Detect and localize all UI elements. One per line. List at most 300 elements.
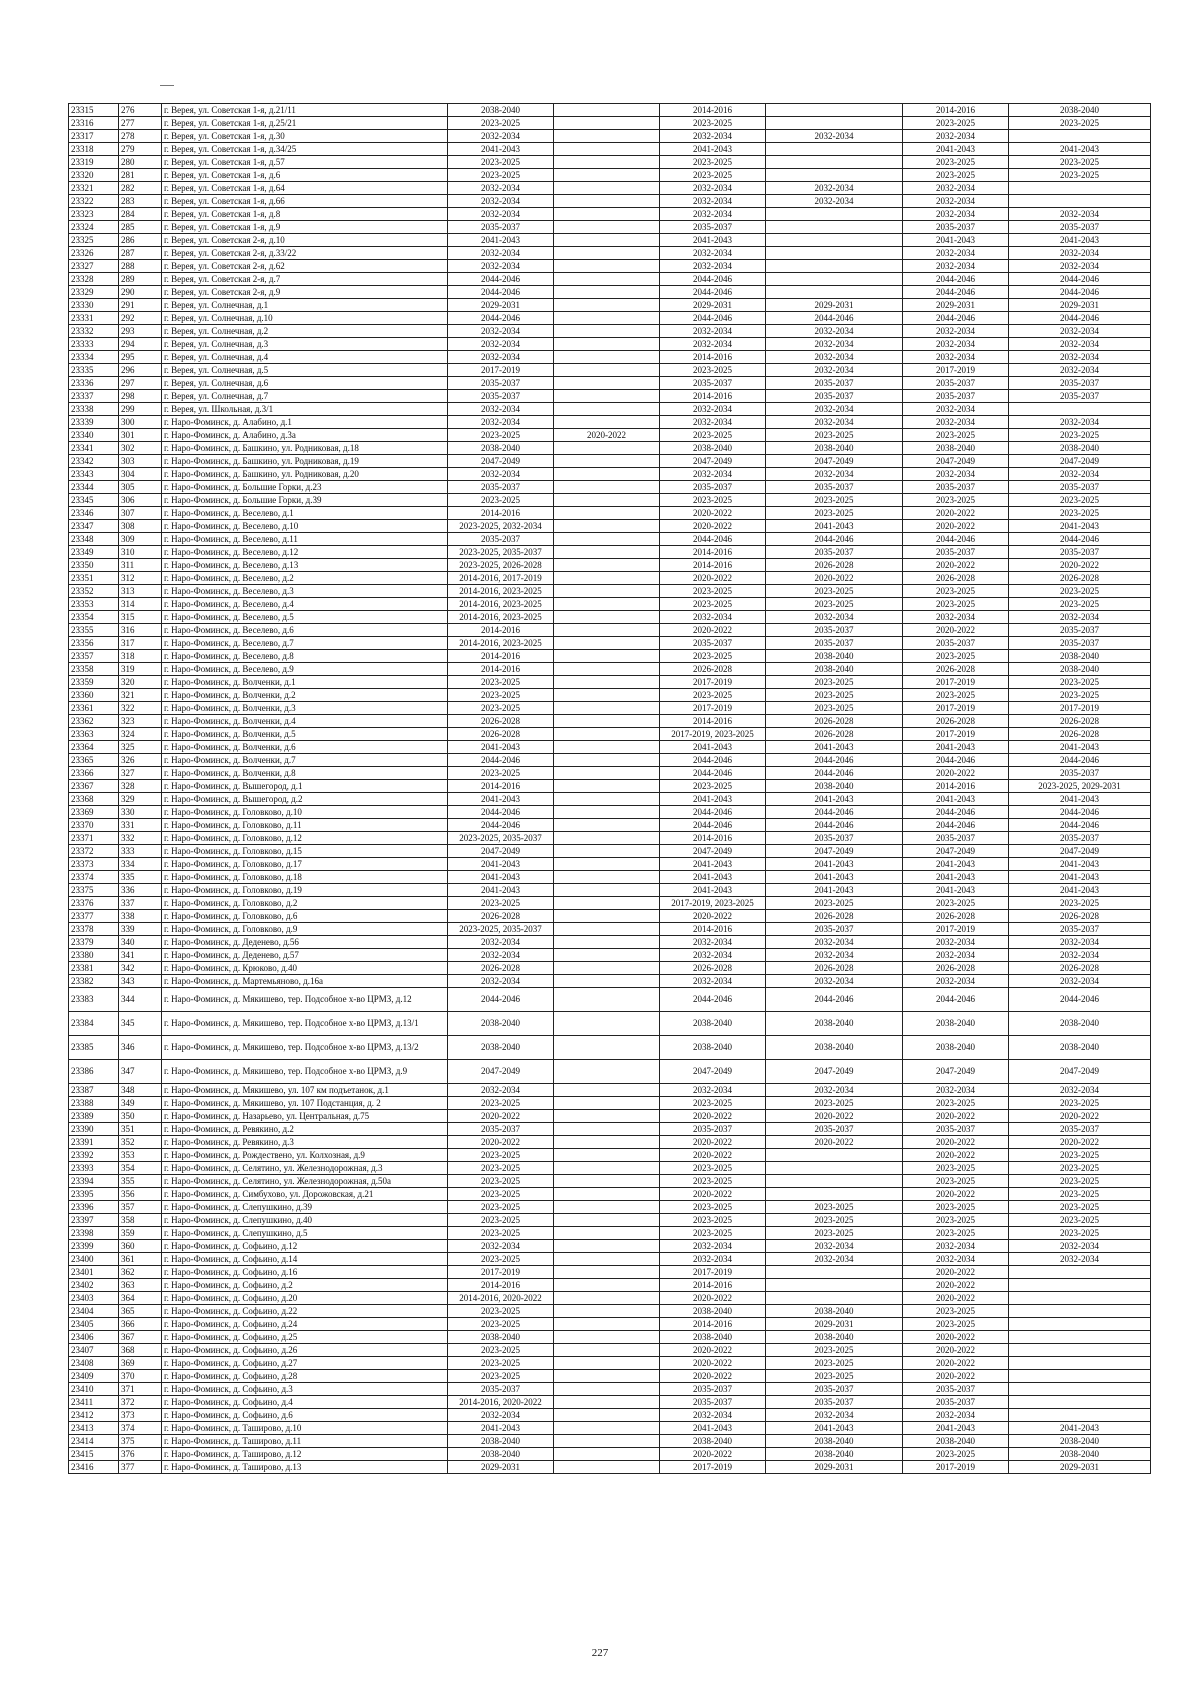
period-cell-1: 2014-2016 <box>448 624 554 637</box>
period-cell-4: 2041-2043 <box>766 741 903 754</box>
period-cell-2 <box>554 338 660 351</box>
period-cell-6: 2044-2046 <box>1009 312 1151 325</box>
row-index-cell: 306 <box>119 494 162 507</box>
period-cell-4: 2035-2037 <box>766 481 903 494</box>
period-cell-5: 2032-2034 <box>903 260 1009 273</box>
period-cell-6: 2041-2043 <box>1009 871 1151 884</box>
period-cell-4: 2035-2037 <box>766 1396 903 1409</box>
period-cell-5: 2044-2046 <box>903 273 1009 286</box>
row-id-cell: 23363 <box>69 728 119 741</box>
period-cell-6: 2047-2049 <box>1009 455 1151 468</box>
period-cell-3: 2020-2022 <box>660 1370 766 1383</box>
row-id-cell: 23322 <box>69 195 119 208</box>
period-cell-3: 2020-2022 <box>660 910 766 923</box>
row-id-cell: 23361 <box>69 702 119 715</box>
period-cell-4: 2023-2025 <box>766 1357 903 1370</box>
period-cell-6: 2023-2025 <box>1009 507 1151 520</box>
period-cell-1: 2023-2025 <box>448 702 554 715</box>
period-cell-4: 2047-2049 <box>766 1060 903 1084</box>
period-cell-1: 2023-2025 <box>448 1370 554 1383</box>
period-cell-3: 2014-2016 <box>660 390 766 403</box>
period-cell-3: 2023-2025 <box>660 1097 766 1110</box>
period-cell-4: 2032-2034 <box>766 182 903 195</box>
period-cell-1: 2035-2037 <box>448 390 554 403</box>
row-index-cell: 355 <box>119 1175 162 1188</box>
table-row <box>69 637 1151 650</box>
row-id-cell: 23400 <box>69 1253 119 1266</box>
address-cell: г. Наро-Фоминск, д. Башкино, ул. Родниковая, д.18 <box>162 442 448 455</box>
period-cell-1: 2035-2037 <box>448 221 554 234</box>
period-cell-5: 2035-2037 <box>903 1396 1009 1409</box>
row-index-cell: 372 <box>119 1396 162 1409</box>
period-cell-6: 2038-2040 <box>1009 442 1151 455</box>
row-id-cell: 23416 <box>69 1461 119 1474</box>
row-index-cell: 351 <box>119 1123 162 1136</box>
period-cell-3: 2044-2046 <box>660 754 766 767</box>
period-cell-2 <box>554 832 660 845</box>
period-cell-5: 2014-2016 <box>903 104 1009 117</box>
table-row <box>69 1318 1151 1331</box>
period-cell-2 <box>554 299 660 312</box>
row-id-cell: 23338 <box>69 403 119 416</box>
period-cell-3: 2038-2040 <box>660 442 766 455</box>
address-cell: г. Наро-Фоминск, д. Мякишево, тер. Подсобное х-во ЦРМЗ, д.12 <box>162 988 448 1012</box>
row-index-cell: 375 <box>119 1435 162 1448</box>
period-cell-1: 2023-2025 <box>448 767 554 780</box>
period-cell-2 <box>554 533 660 546</box>
period-cell-2 <box>554 559 660 572</box>
period-cell-3: 2023-2025 <box>660 1175 766 1188</box>
address-cell: г. Наро-Фоминск, д. Таширово, д.11 <box>162 1435 448 1448</box>
period-cell-4: 2044-2046 <box>766 767 903 780</box>
period-cell-5: 2041-2043 <box>903 143 1009 156</box>
period-cell-1: 2023-2025, 2035-2037 <box>448 832 554 845</box>
period-cell-3: 2023-2025 <box>660 364 766 377</box>
period-cell-1: 2023-2025 <box>448 429 554 442</box>
table-row <box>69 910 1151 923</box>
period-cell-3: 2035-2037 <box>660 1383 766 1396</box>
period-cell-4: 2023-2025 <box>766 1227 903 1240</box>
period-cell-5: 2032-2034 <box>903 1240 1009 1253</box>
period-cell-6: 2032-2034 <box>1009 351 1151 364</box>
row-id-cell: 23343 <box>69 468 119 481</box>
period-cell-3: 2032-2034 <box>660 403 766 416</box>
period-cell-3: 2014-2016 <box>660 546 766 559</box>
period-cell-6: 2026-2028 <box>1009 715 1151 728</box>
address-cell: г. Наро-Фоминск, д. Веселево, д.3 <box>162 585 448 598</box>
period-cell-6: 2038-2040 <box>1009 650 1151 663</box>
row-id-cell: 23328 <box>69 273 119 286</box>
table-row <box>69 156 1151 169</box>
address-cell: г. Наро-Фоминск, д. Мякишево, ул. 107 км подъетанок, д.1 <box>162 1084 448 1097</box>
row-index-cell: 349 <box>119 1097 162 1110</box>
period-cell-4: 2044-2046 <box>766 806 903 819</box>
period-cell-1: 2041-2043 <box>448 871 554 884</box>
period-cell-6: 2026-2028 <box>1009 572 1151 585</box>
period-cell-3: 2044-2046 <box>660 273 766 286</box>
period-cell-1: 2017-2019 <box>448 1266 554 1279</box>
row-index-cell: 348 <box>119 1084 162 1097</box>
period-cell-6: 2029-2031 <box>1009 299 1151 312</box>
period-cell-6: 2032-2034 <box>1009 325 1151 338</box>
period-cell-6: 2020-2022 <box>1009 1110 1151 1123</box>
period-cell-6: 2023-2025, 2029-2031 <box>1009 780 1151 793</box>
period-cell-3: 2014-2016 <box>660 104 766 117</box>
period-cell-3: 2032-2034 <box>660 975 766 988</box>
row-index-cell: 340 <box>119 936 162 949</box>
period-cell-6 <box>1009 1409 1151 1422</box>
period-cell-5: 2032-2034 <box>903 351 1009 364</box>
table-row <box>69 715 1151 728</box>
period-cell-5: 2017-2019 <box>903 702 1009 715</box>
period-cell-1: 2023-2025 <box>448 494 554 507</box>
row-id-cell: 23353 <box>69 598 119 611</box>
row-index-cell: 366 <box>119 1318 162 1331</box>
period-cell-5: 2020-2022 <box>903 1149 1009 1162</box>
table-row <box>69 780 1151 793</box>
period-cell-4: 2029-2031 <box>766 1461 903 1474</box>
row-id-cell: 23399 <box>69 1240 119 1253</box>
period-cell-4: 2038-2040 <box>766 1036 903 1060</box>
table-row <box>69 169 1151 182</box>
period-cell-2 <box>554 182 660 195</box>
period-cell-1: 2014-2016 <box>448 1279 554 1292</box>
period-cell-5: 2014-2016 <box>903 780 1009 793</box>
row-index-cell: 279 <box>119 143 162 156</box>
address-cell: г. Верея, ул. Советская 2-я, д.7 <box>162 273 448 286</box>
period-cell-2 <box>554 988 660 1012</box>
period-cell-6: 2032-2034 <box>1009 247 1151 260</box>
row-index-cell: 335 <box>119 871 162 884</box>
period-cell-4: 2044-2046 <box>766 533 903 546</box>
row-index-cell: 376 <box>119 1448 162 1461</box>
period-cell-5: 2023-2025 <box>903 897 1009 910</box>
period-cell-4: 2038-2040 <box>766 780 903 793</box>
table-row <box>69 1240 1151 1253</box>
period-cell-5: 2032-2034 <box>903 949 1009 962</box>
row-id-cell: 23325 <box>69 234 119 247</box>
period-cell-3: 2041-2043 <box>660 741 766 754</box>
period-cell-6: 2017-2019 <box>1009 702 1151 715</box>
period-cell-4: 2035-2037 <box>766 624 903 637</box>
period-cell-2 <box>554 871 660 884</box>
row-index-cell: 294 <box>119 338 162 351</box>
period-cell-6: 2038-2040 <box>1009 1012 1151 1036</box>
period-cell-3: 2026-2028 <box>660 962 766 975</box>
table-row <box>69 702 1151 715</box>
period-cell-4: 2023-2025 <box>766 585 903 598</box>
table-row <box>69 1357 1151 1370</box>
table-row <box>69 130 1151 143</box>
period-cell-5: 2041-2043 <box>903 793 1009 806</box>
period-cell-3: 2032-2034 <box>660 247 766 260</box>
period-cell-5: 2032-2034 <box>903 403 1009 416</box>
row-id-cell: 23326 <box>69 247 119 260</box>
period-cell-4 <box>766 208 903 221</box>
row-id-cell: 23329 <box>69 286 119 299</box>
period-cell-1: 2014-2016, 2023-2025 <box>448 585 554 598</box>
period-cell-2 <box>554 104 660 117</box>
period-cell-3: 2014-2016 <box>660 351 766 364</box>
period-cell-6: 2032-2034 <box>1009 1240 1151 1253</box>
row-index-cell: 362 <box>119 1266 162 1279</box>
row-id-cell: 23356 <box>69 637 119 650</box>
period-cell-5: 2041-2043 <box>903 234 1009 247</box>
period-cell-6: 2032-2034 <box>1009 416 1151 429</box>
period-cell-6: 2023-2025 <box>1009 598 1151 611</box>
address-cell: г. Верея, ул. Солнечная, д.3 <box>162 338 448 351</box>
period-cell-4 <box>766 1279 903 1292</box>
row-index-cell: 329 <box>119 793 162 806</box>
period-cell-6: 2035-2037 <box>1009 390 1151 403</box>
period-cell-2 <box>554 455 660 468</box>
period-cell-4: 2026-2028 <box>766 962 903 975</box>
period-cell-2 <box>554 754 660 767</box>
period-cell-6: 2035-2037 <box>1009 637 1151 650</box>
row-id-cell: 23355 <box>69 624 119 637</box>
period-cell-6 <box>1009 1305 1151 1318</box>
address-cell: г. Наро-Фоминск, д. Софьино, д.28 <box>162 1370 448 1383</box>
period-cell-5: 2041-2043 <box>903 871 1009 884</box>
period-cell-1: 2026-2028 <box>448 962 554 975</box>
period-cell-2 <box>554 676 660 689</box>
period-cell-2 <box>554 1227 660 1240</box>
period-cell-2 <box>554 1357 660 1370</box>
row-index-cell: 312 <box>119 572 162 585</box>
period-cell-1: 2035-2037 <box>448 377 554 390</box>
row-index-cell: 305 <box>119 481 162 494</box>
period-cell-1: 2014-2016 <box>448 507 554 520</box>
row-id-cell: 23321 <box>69 182 119 195</box>
period-cell-4: 2032-2034 <box>766 364 903 377</box>
period-cell-6: 2023-2025 <box>1009 1162 1151 1175</box>
period-cell-4: 2032-2034 <box>766 416 903 429</box>
period-cell-6: 2032-2034 <box>1009 338 1151 351</box>
period-cell-6: 2044-2046 <box>1009 754 1151 767</box>
period-cell-4 <box>766 169 903 182</box>
row-index-cell: 285 <box>119 221 162 234</box>
row-id-cell: 23362 <box>69 715 119 728</box>
period-cell-6: 2038-2040 <box>1009 1448 1151 1461</box>
period-cell-5: 2023-2025 <box>903 1097 1009 1110</box>
period-cell-4: 2032-2034 <box>766 195 903 208</box>
table-row <box>69 1253 1151 1266</box>
period-cell-4: 2044-2046 <box>766 988 903 1012</box>
period-cell-3: 2047-2049 <box>660 845 766 858</box>
address-cell: г. Наро-Фоминск, д. Софьино, д.16 <box>162 1266 448 1279</box>
table-row <box>69 741 1151 754</box>
period-cell-2 <box>554 949 660 962</box>
period-cell-3: 2032-2034 <box>660 182 766 195</box>
address-cell: г. Наро-Фоминск, д. Симбухово, ул. Дорожовская, д.21 <box>162 1188 448 1201</box>
table-row <box>69 1292 1151 1305</box>
row-index-cell: 281 <box>119 169 162 182</box>
period-cell-5: 2032-2034 <box>903 182 1009 195</box>
row-id-cell: 23408 <box>69 1357 119 1370</box>
row-index-cell: 336 <box>119 884 162 897</box>
row-index-cell: 363 <box>119 1279 162 1292</box>
period-cell-4 <box>766 260 903 273</box>
period-cell-4 <box>766 1292 903 1305</box>
period-cell-4: 2038-2040 <box>766 1435 903 1448</box>
row-index-cell: 341 <box>119 949 162 962</box>
period-cell-1: 2041-2043 <box>448 793 554 806</box>
period-cell-1: 2023-2025 <box>448 1162 554 1175</box>
address-cell: г. Наро-Фоминск, д. Волченки, д.6 <box>162 741 448 754</box>
row-id-cell: 23391 <box>69 1136 119 1149</box>
row-index-cell: 311 <box>119 559 162 572</box>
period-cell-2 <box>554 1331 660 1344</box>
period-cell-2 <box>554 1012 660 1036</box>
period-cell-5: 2032-2034 <box>903 325 1009 338</box>
row-id-cell: 23396 <box>69 1201 119 1214</box>
period-cell-1: 2023-2025 <box>448 117 554 130</box>
period-cell-6: 2044-2046 <box>1009 533 1151 546</box>
address-cell: г. Наро-Фоминск, д. Веселево, д.7 <box>162 637 448 650</box>
period-cell-2 <box>554 1344 660 1357</box>
period-cell-1: 2014-2016 <box>448 780 554 793</box>
period-cell-5: 2032-2034 <box>903 1253 1009 1266</box>
period-cell-1: 2023-2025, 2035-2037 <box>448 923 554 936</box>
address-cell: г. Наро-Фоминск, д. Веселево, д.6 <box>162 624 448 637</box>
row-index-cell: 356 <box>119 1188 162 1201</box>
row-index-cell: 322 <box>119 702 162 715</box>
period-cell-3: 2032-2034 <box>660 1409 766 1422</box>
address-cell: г. Верея, ул. Советская 1-я, д.8 <box>162 208 448 221</box>
period-cell-1: 2041-2043 <box>448 741 554 754</box>
row-index-cell: 364 <box>119 1292 162 1305</box>
period-cell-3: 2041-2043 <box>660 143 766 156</box>
period-cell-6: 2020-2022 <box>1009 1136 1151 1149</box>
period-cell-2 <box>554 611 660 624</box>
row-index-cell: 367 <box>119 1331 162 1344</box>
period-cell-3: 2047-2049 <box>660 455 766 468</box>
period-cell-4: 2044-2046 <box>766 312 903 325</box>
period-cell-5: 2032-2034 <box>903 130 1009 143</box>
row-index-cell: 308 <box>119 520 162 533</box>
period-cell-5: 2023-2025 <box>903 429 1009 442</box>
row-index-cell: 289 <box>119 273 162 286</box>
period-cell-2 <box>554 1383 660 1396</box>
period-cell-3: 2041-2043 <box>660 1422 766 1435</box>
table-row <box>69 832 1151 845</box>
period-cell-2 <box>554 1060 660 1084</box>
period-cell-5: 2026-2028 <box>903 663 1009 676</box>
period-cell-6: 2041-2043 <box>1009 234 1151 247</box>
row-index-cell: 352 <box>119 1136 162 1149</box>
period-cell-4: 2032-2034 <box>766 351 903 364</box>
period-cell-1: 2023-2025 <box>448 1357 554 1370</box>
row-index-cell: 325 <box>119 741 162 754</box>
period-cell-1: 2032-2034 <box>448 1240 554 1253</box>
address-cell: г. Наро-Фоминск, д. Таширово, д.12 <box>162 1448 448 1461</box>
period-cell-1: 2014-2016, 2020-2022 <box>448 1396 554 1409</box>
period-cell-1: 2023-2025 <box>448 1318 554 1331</box>
row-index-cell: 377 <box>119 1461 162 1474</box>
period-cell-5: 2044-2046 <box>903 286 1009 299</box>
row-index-cell: 350 <box>119 1110 162 1123</box>
period-cell-6: 2023-2025 <box>1009 1188 1151 1201</box>
period-cell-3: 2014-2016 <box>660 559 766 572</box>
period-cell-5: 2035-2037 <box>903 481 1009 494</box>
period-cell-1: 2023-2025 <box>448 1175 554 1188</box>
address-cell: г. Верея, ул. Солнечная, д.4 <box>162 351 448 364</box>
row-id-cell: 23342 <box>69 455 119 468</box>
period-cell-6: 2038-2040 <box>1009 663 1151 676</box>
period-cell-2 <box>554 130 660 143</box>
table-row <box>69 494 1151 507</box>
period-cell-2 <box>554 1123 660 1136</box>
period-cell-5: 2020-2022 <box>903 507 1009 520</box>
address-cell: г. Верея, ул. Школьная, д.3/1 <box>162 403 448 416</box>
row-id-cell: 23410 <box>69 1383 119 1396</box>
row-index-cell: 332 <box>119 832 162 845</box>
period-cell-5: 2032-2034 <box>903 195 1009 208</box>
period-cell-5: 2038-2040 <box>903 1012 1009 1036</box>
period-cell-3: 2017-2019 <box>660 1266 766 1279</box>
period-cell-5: 2044-2046 <box>903 754 1009 767</box>
address-cell: г. Верея, ул. Советская 1-я, д.64 <box>162 182 448 195</box>
period-cell-5: 2029-2031 <box>903 299 1009 312</box>
period-cell-4 <box>766 247 903 260</box>
period-cell-4: 2044-2046 <box>766 819 903 832</box>
period-cell-4 <box>766 104 903 117</box>
row-index-cell: 371 <box>119 1383 162 1396</box>
period-cell-2 <box>554 351 660 364</box>
period-cell-6: 2038-2040 <box>1009 1036 1151 1060</box>
period-cell-5: 2038-2040 <box>903 1036 1009 1060</box>
period-cell-4: 2038-2040 <box>766 442 903 455</box>
address-cell: г. Верея, ул. Советская 1-я, д.21/11 <box>162 104 448 117</box>
period-cell-4: 2029-2031 <box>766 1318 903 1331</box>
period-cell-4: 2035-2037 <box>766 377 903 390</box>
period-cell-2 <box>554 286 660 299</box>
period-cell-3: 2023-2025 <box>660 169 766 182</box>
address-cell: г. Наро-Фоминск, д. Ревякино, д.2 <box>162 1123 448 1136</box>
row-id-cell: 23337 <box>69 390 119 403</box>
period-cell-3: 2041-2043 <box>660 234 766 247</box>
period-cell-5: 2020-2022 <box>903 1188 1009 1201</box>
address-cell: г. Наро-Фоминск, д. Алабино, д.1 <box>162 416 448 429</box>
table-row <box>69 988 1151 1012</box>
period-cell-1: 2044-2046 <box>448 806 554 819</box>
period-cell-2 <box>554 1175 660 1188</box>
table-row <box>69 429 1151 442</box>
address-cell: г. Наро-Фоминск, д. Селятино, ул. Железнодорожная, д.3 <box>162 1162 448 1175</box>
table-row <box>69 650 1151 663</box>
period-cell-1: 2023-2025 <box>448 689 554 702</box>
row-id-cell: 23349 <box>69 546 119 559</box>
period-cell-2 <box>554 156 660 169</box>
table-row <box>69 325 1151 338</box>
address-cell: г. Наро-Фоминск, д. Мякишево, ул. 107 Подстанция, д. 2 <box>162 1097 448 1110</box>
period-cell-2 <box>554 117 660 130</box>
row-id-cell: 23357 <box>69 650 119 663</box>
row-id-cell: 23398 <box>69 1227 119 1240</box>
period-cell-5: 2020-2022 <box>903 1279 1009 1292</box>
row-index-cell: 280 <box>119 156 162 169</box>
period-cell-3: 2044-2046 <box>660 286 766 299</box>
schedule-table <box>68 103 1151 1474</box>
period-cell-4: 2023-2025 <box>766 1201 903 1214</box>
period-cell-4: 2032-2034 <box>766 1084 903 1097</box>
row-index-cell: 299 <box>119 403 162 416</box>
period-cell-3: 2035-2037 <box>660 1396 766 1409</box>
period-cell-6: 2023-2025 <box>1009 1227 1151 1240</box>
period-cell-3: 2047-2049 <box>660 1060 766 1084</box>
table-row <box>69 1012 1151 1036</box>
row-index-cell: 359 <box>119 1227 162 1240</box>
